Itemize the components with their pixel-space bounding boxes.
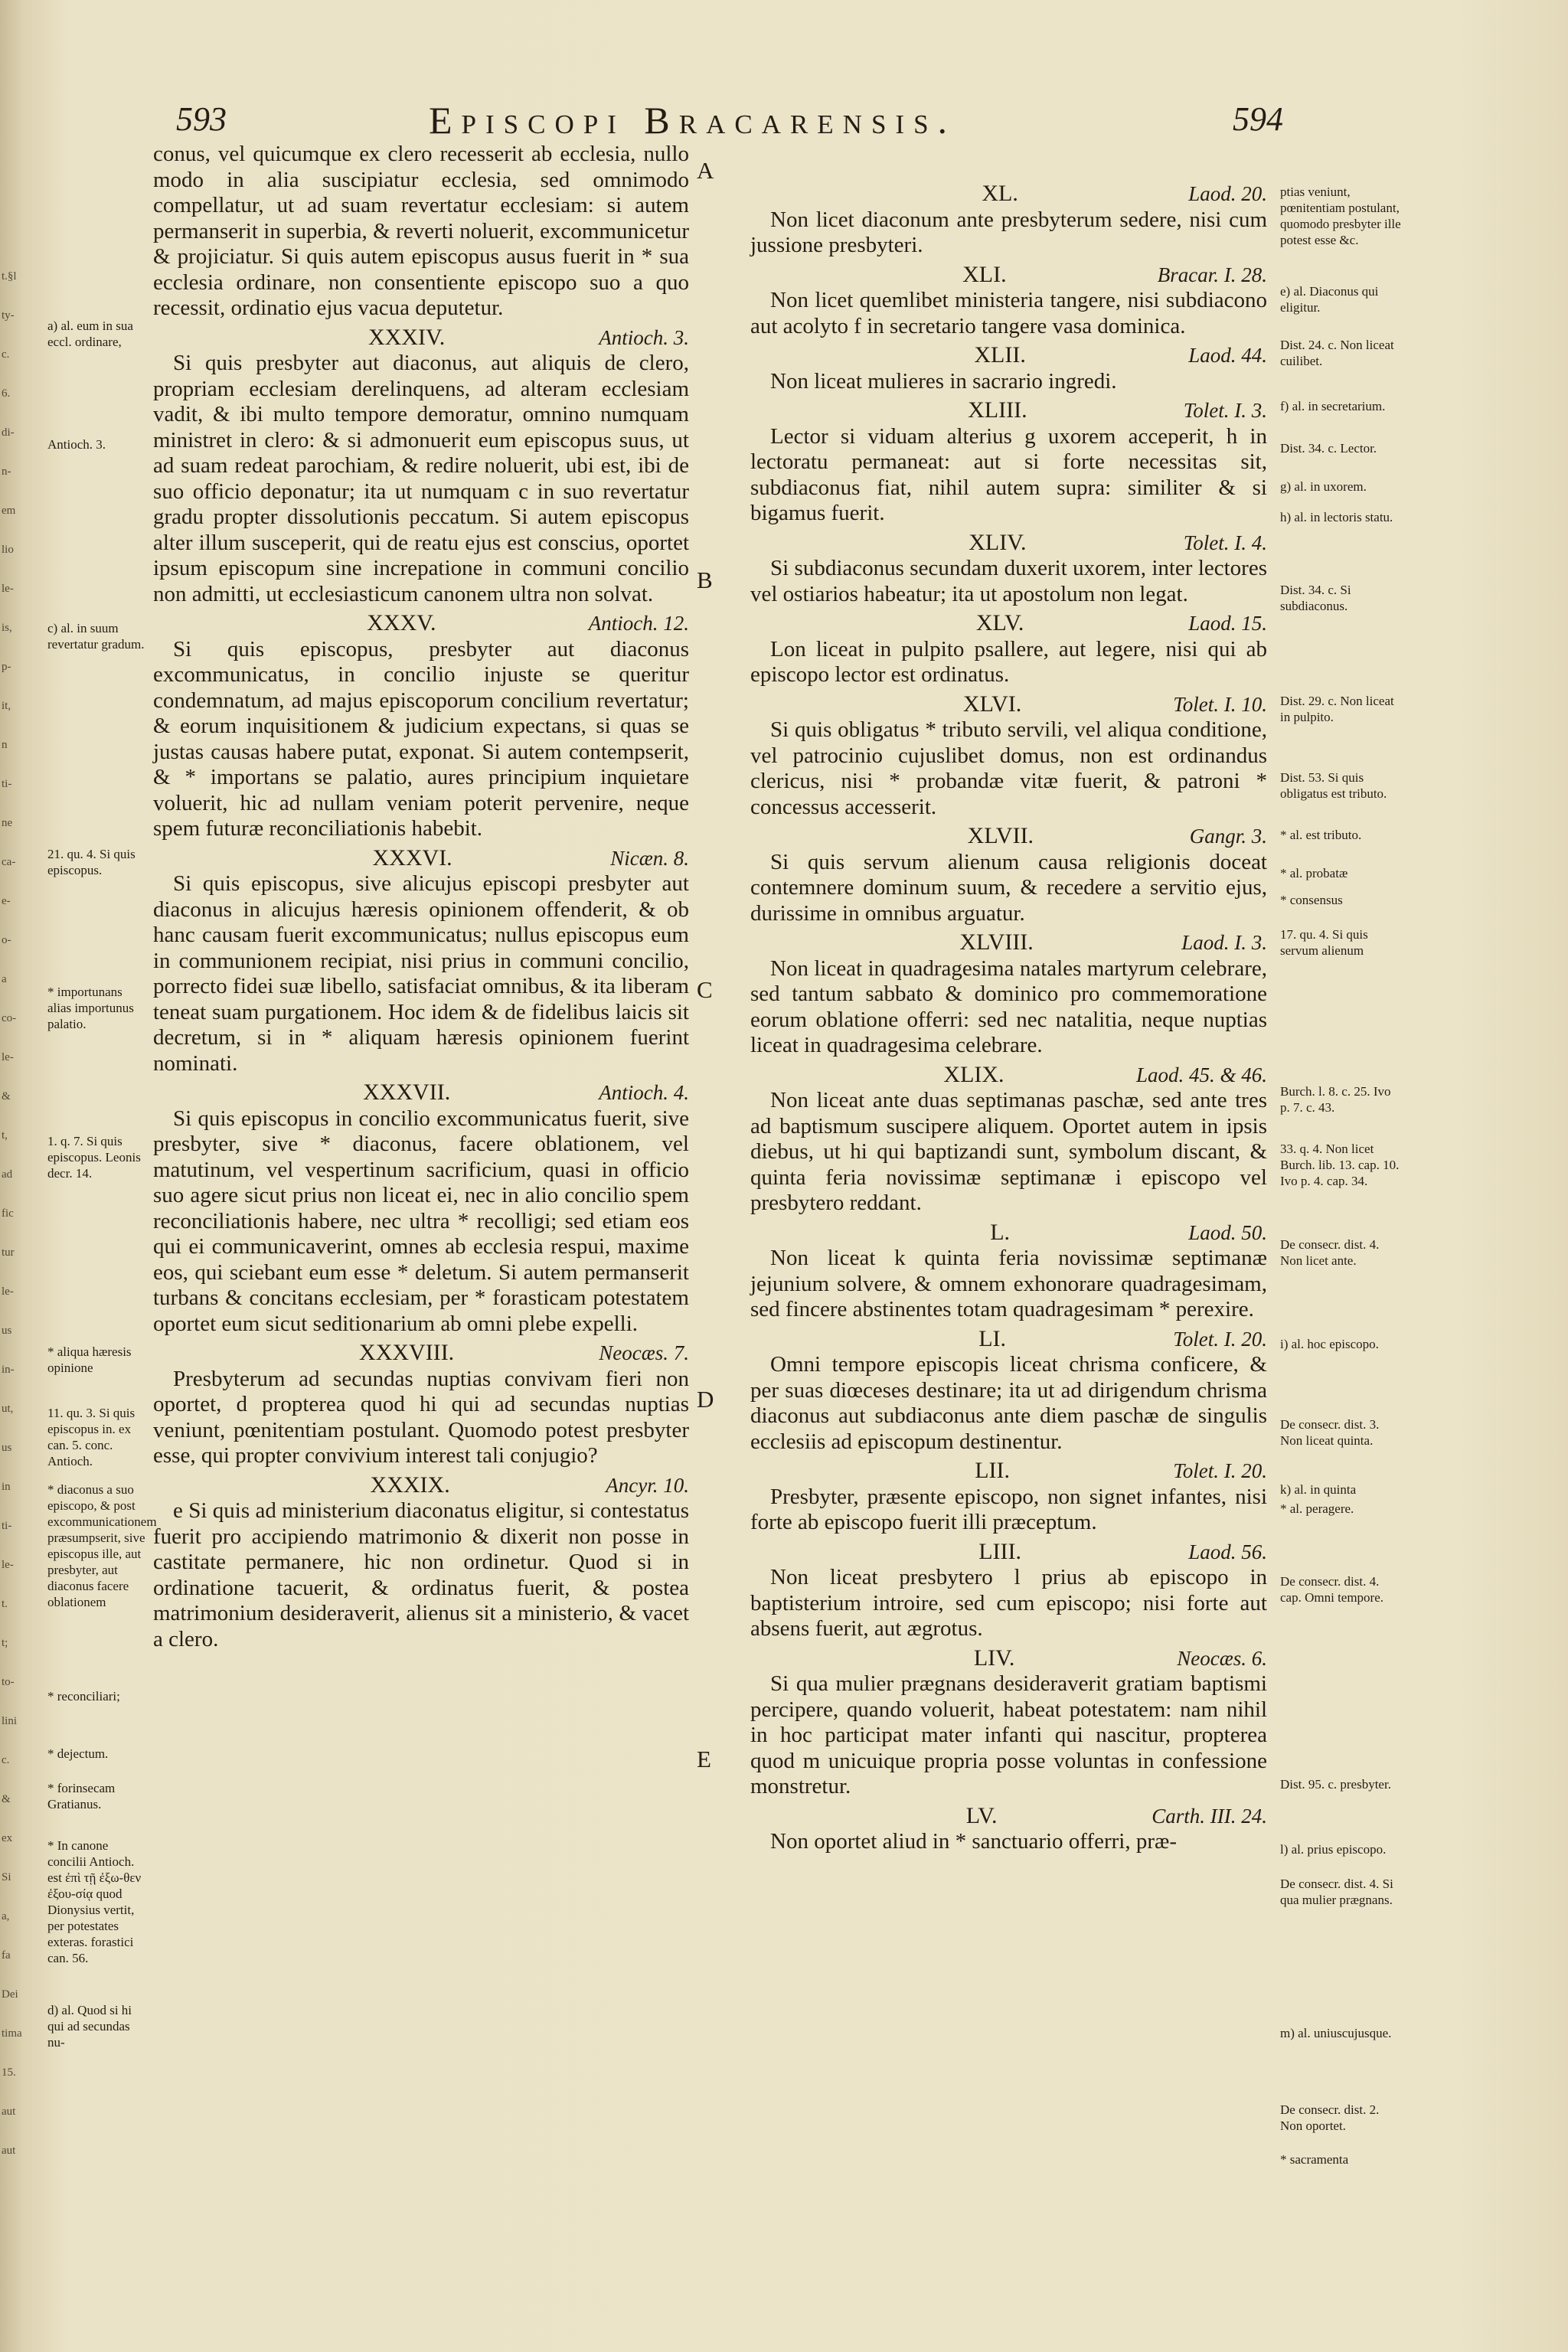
canon-source: Gangr. 3. (1189, 825, 1267, 848)
margin-note: l) al. prius episcopo. (1280, 1842, 1387, 1857)
margin-note: g) al. in uxorem. (1280, 479, 1367, 494)
right-column (750, 178, 1267, 1855)
canon-source: Tolet. I. 20. (1173, 1459, 1267, 1482)
canon-heading (750, 1062, 1267, 1089)
canon-number: LIV. (973, 1645, 1015, 1671)
canon-heading (153, 1472, 689, 1499)
margin-note: De consecr. dist. 3. Non liceat quinta. (1280, 1417, 1380, 1448)
canon-text: Non liceat in quadragesima natales martyrum celebrare, sed tantum sabbato & dominico pro commemoratione eorum oblatione offerri: sed nec natalitia, neque nuptias liceat in quadragesima celebrare. (750, 956, 1267, 1057)
canon-number: XXXVII. (363, 1080, 451, 1105)
canon-number: XLIII. (968, 397, 1027, 423)
bleed-fragment: le- (2, 1559, 14, 1571)
canon-source: Tolet. I. 4. (1183, 531, 1267, 554)
canon-heading (750, 397, 1267, 424)
section-letter: A (697, 157, 714, 184)
canon-heading (750, 1326, 1267, 1353)
margin-note: k) al. in quinta (1280, 1482, 1357, 1497)
bleed-fragment: t.§l (2, 270, 17, 283)
bleed-fragment: o- (2, 934, 11, 946)
margin-note: Dist. 95. c. presbyter. (1280, 1777, 1391, 1792)
canon-heading (750, 610, 1267, 637)
bleed-fragment: ca- (2, 856, 16, 868)
canon-source: Antioch. 3. (599, 325, 689, 349)
canon-number: LII. (975, 1458, 1011, 1483)
margin-note: m) al. uniuscujusque. (1280, 2026, 1392, 2040)
margin-note: * dejectum. (47, 1746, 109, 1761)
canon-source: Laod. 45. & 46. (1135, 1063, 1267, 1086)
margin-note: a) al. eum in sua eccl. ordinare, (47, 318, 133, 349)
margin-note: Dist. 24. c. Non liceat cuilibet. (1280, 338, 1394, 368)
margin-note: 11. qu. 3. Si quis episcopus in. ex can. 5. conc. Antioch. (47, 1406, 136, 1468)
canon-number: XL. (982, 181, 1018, 206)
bleed-fragment: n (2, 739, 8, 751)
canon-number: XXXIX. (370, 1472, 450, 1498)
canon-text: Si quis obligatus * tributo servili, vel aliqua conditione, vel patrocinio cujuslibet domus, non est ordinandus clericus, nisi * probandæ vitæ fuerit, & patroni * concessus accesserit. (750, 717, 1267, 819)
canon-number: XLIV. (969, 529, 1027, 555)
bleed-fragment: tur (2, 1246, 15, 1259)
canon-heading (153, 1080, 689, 1106)
running-title: Episcopi Bracarensis. (429, 99, 957, 142)
margin-note: De consecr. dist. 4. Si qua mulier prægnans. (1280, 1877, 1393, 1907)
margin-note: * al. peragere. (1280, 1501, 1354, 1516)
bleed-fragment: ad (2, 1168, 13, 1181)
canon-number: XXXIV. (368, 324, 446, 350)
bleed-fragment: aut (2, 2145, 16, 2157)
canon-number: LI. (978, 1325, 1007, 1351)
bleed-fragment: ti- (2, 1520, 12, 1532)
margin-note: d) al. Quod si hi qui ad secundas nu- (47, 2003, 132, 2050)
bleed-fragment: ty- (2, 309, 15, 322)
canon-heading (153, 610, 689, 637)
canon-number: XLVII. (967, 823, 1034, 848)
margin-note: i) al. hoc episcopo. (1280, 1337, 1379, 1351)
canon-heading (153, 845, 689, 872)
canon-source: Laod. I. 3. (1181, 931, 1267, 954)
margin-note: Dist. 34. c. Lector. (1280, 441, 1377, 456)
margin-note: h) al. in lectoris statu. (1280, 510, 1393, 524)
facing-page-edge-text (2, 268, 24, 2181)
canon-source: Antioch. 4. (599, 1081, 689, 1104)
margin-note: De consecr. dist. 4. Non licet ante. (1280, 1237, 1380, 1268)
canon-heading (750, 691, 1267, 718)
canon-text: Omni tempore episcopis liceat chrisma conficere, & per suas diœceses destinare; ita ut ad dirigendum chrisma diaconus aut subdiaconus ante diem paschæ de singulis ecclesiis ad episcopum destinentur. (750, 1352, 1267, 1454)
left-column (153, 142, 689, 1652)
canon-text: Lon liceat in pulpito psallere, aut legere, nisi qui ab episcopo lector est ordinatus. (750, 636, 1267, 687)
canon-text: Si quis servum alienum causa religionis doceat contemnere dominum suum, & recedere a servitio ejus, durissime in omnibus arguatur. (750, 849, 1267, 926)
bleed-fragment: ne (2, 817, 13, 829)
canon-heading (750, 1539, 1267, 1566)
canon-source: Neocæs. 6. (1177, 1646, 1267, 1670)
canon-heading (750, 262, 1267, 289)
bleed-fragment: us (2, 1442, 12, 1454)
bleed-fragment: em (2, 505, 16, 517)
bleed-fragment: le- (2, 1051, 14, 1063)
bleed-fragment: 15. (2, 2066, 16, 2079)
bleed-fragment: Si (2, 1871, 11, 1883)
bleed-fragment: it, (2, 700, 11, 712)
canon-heading (750, 181, 1267, 207)
bleed-fragment: co- (2, 1012, 17, 1024)
canon-source: Tolet. I. 10. (1173, 692, 1267, 716)
margin-note: 1. q. 7. Si quis episcopus. Leonis decr. 14. (47, 1134, 141, 1181)
canon-number: XLI. (962, 261, 1007, 287)
margin-note: ptias veniunt, pœnitentiam postulant, quomodo presbyter ille potest esse &c. (1280, 185, 1401, 247)
margin-note: c) al. in suum revertatur gradum. (47, 621, 145, 652)
canon-text: Si quis episcopus, sive alicujus episcopi presbyter aut diaconus in alicujus hæresis opinionem offenderit, & ob hanc causam fuerit excommunicatus; nullus episcopus eum in communionem recipiat, nisi prius in communi concilio, porrecto fidei suæ libello, satisfaciat omnibus, & ita liberam teneat suam purgationem. Hoc idem & de fidelibus laicis sit decretum, si in * aliquam hæresis opinionem fuerint nominati. (153, 871, 689, 1076)
canon-heading (750, 1803, 1267, 1830)
margin-note: De consecr. dist. 4. cap. Omni tempore. (1280, 1574, 1384, 1605)
bleed-fragment: fa (2, 1949, 11, 1962)
canon-heading (750, 1458, 1267, 1485)
margin-note: 17. qu. 4. Si quis servum alienum (1280, 927, 1368, 958)
bleed-fragment: fic (2, 1207, 14, 1220)
canon-text: Si quis episcopus, presbyter aut diaconus excommunicatus, in concilio injuste se queritur condemnatum, ad majus episcoporum concilium revertatur; & eorum inquisitionem & judicium expectans, si quas se justas causas habere putat, exponat. Si autem contempserit, & * importans se palatio, aures principium inquietare voluerit, hic ad nullam veniam poterit pervenire, neque spem futuræ reconciliationis habebit. (153, 636, 689, 841)
margin-note: Dist. 53. Si quis obligatus est tributo. (1280, 770, 1387, 801)
canon-heading (750, 1645, 1267, 1672)
margin-note: Antioch. 3. (47, 437, 106, 452)
page-number-left: 593 (176, 100, 227, 138)
margin-note: f) al. in secretarium. (1280, 399, 1386, 413)
canon-source: Tolet. I. 20. (1173, 1327, 1267, 1351)
bleed-fragment: ut, (2, 1403, 14, 1415)
bleed-fragment: n- (2, 466, 11, 478)
bleed-fragment: t. (2, 1598, 8, 1610)
canon-number: XXXVI. (372, 844, 452, 871)
bleed-fragment: lio (2, 544, 14, 556)
margin-note: * importunans alias importunus palatio. (47, 985, 134, 1031)
canon-text: Si qua mulier prægnans desideraverit gratiam baptismi percipere, quando voluerit, habeat potestatem: nam nihil in hoc participat mater infanti qui nascitur, propterea quod m unicuique propria posse voluntas in confessione monstretur. (750, 1671, 1267, 1798)
page-number-right: 594 (1233, 100, 1283, 138)
margin-note: * al. est tributo. (1280, 828, 1362, 842)
canon-heading (750, 342, 1267, 369)
bleed-fragment: t; (2, 1637, 8, 1649)
bleed-fragment: e- (2, 895, 11, 907)
canon-source: Laod. 44. (1188, 344, 1267, 367)
margin-note: Dist. 29. c. Non liceat in pulpito. (1280, 694, 1394, 724)
canon-source: Ancyr. 10. (606, 1473, 689, 1497)
section-letter: D (697, 1386, 714, 1413)
margin-note: * In canone concilii Antioch. est ἐπὶ τῇ ἐξω-θεν ἐξου-σίᾳ quod Dionysius vertit, per potestates exteras. forastici can. 56. (47, 1838, 142, 1965)
section-letter: C (697, 976, 713, 1003)
margin-note: De consecr. dist. 2. Non oportet. (1280, 2102, 1380, 2133)
canon-source: Laod. 20. (1188, 182, 1267, 205)
canon-text: Si quis presbyter aut diaconus, aut aliquis de clero, propriam ecclesiam derelinquens, ad alteram ecclesiam vadit, & ibi multo tempore demoratur, omnino numquam ministret in clero: & si admonuerit eum episcopus suus, ut ad suam redeat parochiam, & redire noluerit, ubi est, ibi de suo officio deponatur; ita ut numquam c in suo revertatur gradu propter dissolutionis peccatum. Si autem episcopus alter illum susceperit, qui de reatu ejus est conscius, oportet ipsum episcopum sine increpatione in communi concilio non admitti, ut ecclesiasticum canonem ultra non solvat. (153, 351, 689, 606)
canon-heading (153, 1340, 689, 1367)
canon-text: Non liceat k quinta feria novissimæ septimanæ jejunium solvere, & omnem exhonorare quadragesimam, sed fincere abstinentes totam quadragesimam * perexire. (750, 1246, 1267, 1321)
margin-note: * aliqua hæresis opinione (47, 1344, 132, 1375)
bleed-fragment: us (2, 1325, 12, 1337)
canon-source: Antioch. 12. (588, 612, 689, 635)
canon-text: Si quis episcopus in concilio excommunicatus fuerit, sive presbyter, sive * diaconus, facere oblationem, vel matutinum, vel vespertinum sacrificium, quasi in officio suo agere sicut prius non liceat ei, nec in alio concilio spem reconciliationis habere, nec ultra * recolligi; sed etiam eos qui ei communicaverint, omnes ab ecclesia respui, maxime eos, qui sciebant eum esse * deletum. Si autem permanserit turbans & concitans ecclesiam, per * forasticam potestatem oportet eum sicut seditionarium ab omni plebe expelli. (153, 1106, 689, 1336)
canon-source: Laod. 15. (1188, 612, 1267, 635)
canon-source: Neocæs. 7. (599, 1341, 689, 1364)
canon-heading (750, 823, 1267, 850)
canon-text: Non licet quemlibet ministeria tangere, nisi subdiacono aut acolyto f in secretario tangere vasa dominica. (750, 288, 1267, 338)
canon-text: conus, vel quicumque ex clero recesserit ab ecclesia, nullo modo in alia suscipiatur ecclesia, sed omnimodo compellatur, ut ad suam revertatur ecclesiam: si autem permanserit in superbia, & reverti noluerit, excommunicetur & projiciatur. Si quis autem episcopus ausus fuerit in * sua ecclesia ordinare, non consentiente episcopo suo a quo recessit, ordinatio ejus vacua deputetur. (153, 142, 689, 320)
bleed-fragment: a (2, 973, 7, 985)
bleed-fragment: tima (2, 2027, 22, 2040)
bleed-fragment: le- (2, 1285, 14, 1298)
bleed-fragment: p- (2, 661, 11, 673)
margin-note: * forinsecam Gratianus. (47, 1781, 116, 1811)
canon-text: Non liceat presbytero l prius ab episcopo in baptisterium introire, sed cum episcopo; nisi forte aut absens fuerit, aut ægrotus. (750, 1565, 1267, 1641)
bleed-fragment: in (2, 1481, 11, 1493)
canon-number: XLV. (975, 610, 1024, 635)
margin-note: * diaconus a suo episcopo, & post excommunicationem præsumpserit, sive episcopus ille, aut presbyter, aut diaconus facere oblationem (47, 1482, 157, 1609)
bleed-fragment: t, (2, 1129, 8, 1142)
canon-text: Lector si viduam alterius g uxorem acceperit, h in lectoratu permaneat: aut si forte necessitas sit, subdiaconus fiat, nihil autem supra: similiter & si bigamus fuerit. (750, 423, 1267, 525)
canon-number: XXXVIII. (359, 1340, 455, 1365)
canon-source: Laod. 50. (1188, 1220, 1267, 1244)
bleed-fragment: le- (2, 583, 14, 595)
canon-heading (153, 325, 689, 351)
canon-number: XLIX. (943, 1061, 1004, 1087)
canon-text: Presbyterum ad secundas nuptias convivam fieri non oportet, d propterea quod hi qui ad secundas nuptias veniunt, pœnitentiam postulant. Quomodo potest presbyter esse, qui propter convivium interest tali conjugio? (153, 1366, 689, 1468)
bleed-fragment: a, (2, 1910, 10, 1922)
canon-heading (750, 929, 1267, 956)
bleed-fragment: 6. (2, 387, 11, 400)
canon-number: XLVIII. (959, 929, 1034, 955)
canon-text: Non liceat mulieres in sacrario ingredi. (770, 368, 1117, 394)
bleed-fragment: to- (2, 1676, 15, 1688)
canon-number: LIII. (978, 1538, 1021, 1564)
margin-note: * consensus (1280, 893, 1343, 907)
bleed-fragment: di- (2, 426, 15, 439)
canon-number: XLVI. (962, 691, 1022, 717)
canon-source: Tolet. I. 3. (1183, 399, 1267, 422)
canon-number: XXXV. (367, 610, 436, 635)
margin-note: * al. probatæ (1280, 866, 1348, 880)
canon-text: Non oportet aliud in * sanctuario offerri, præ- (770, 1829, 1177, 1854)
bleed-fragment: ex (2, 1832, 13, 1844)
bleed-fragment: ti- (2, 778, 12, 790)
canon-heading (750, 1220, 1267, 1246)
margin-note: 33. q. 4. Non licet Burch. lib. 13. cap. 10. Ivo p. 4. cap. 34. (1280, 1142, 1400, 1188)
margin-note: * sacramenta (1280, 2152, 1349, 2167)
margin-note: 21. qu. 4. Si quis episcopus. (47, 847, 136, 877)
margin-note: Burch. l. 8. c. 25. Ivo p. 7. c. 43. (1280, 1084, 1391, 1115)
bleed-fragment: c. (2, 1754, 10, 1766)
bleed-fragment: Dei (2, 1988, 18, 2001)
bleed-fragment: c. (2, 348, 10, 361)
margin-note: Dist. 34. c. Si subdiaconus. (1280, 583, 1351, 613)
margin-note: * reconciliari; (47, 1689, 120, 1704)
canon-text: e Si quis ad ministerium diaconatus eligitur, si contestatus fuerit pro accipiendo matrimonio & dixerit non posse in castitate permanere, hic non ordinetur. Quod si in ordinatione tacuerit, & ordinatus fuerit, & postea matrimonium desideraverit, alienus sit a ministerio, & vacet a clero. (153, 1498, 689, 1651)
bleed-fragment: in- (2, 1364, 15, 1376)
canon-number: XLII. (974, 342, 1026, 368)
bleed-fragment: & (2, 1793, 11, 1805)
bleed-fragment: is, (2, 622, 12, 634)
section-letter: E (697, 1746, 711, 1772)
margin-note: e) al. Diaconus qui eligitur. (1280, 284, 1379, 315)
canon-text: Presbyter, præsente episcopo, non signet infantes, nisi forte ab episcopo fuerit illi præceptum. (750, 1484, 1267, 1534)
bleed-fragment: & (2, 1090, 11, 1102)
canon-source: Bracar. I. 28. (1157, 263, 1267, 286)
canon-source: Carth. III. 24. (1152, 1804, 1267, 1828)
bleed-fragment: aut (2, 2105, 16, 2118)
canon-text: Non liceat ante duas septimanas paschæ, sed ante tres ad baptismum suscipere aliquem. Oportet autem in ipsis diebus, ut hi qui baptizandi sunt, symbolum discant, & quinta feria novissimæ septimanæ i episcopo vel presbytero reddant. (750, 1088, 1267, 1215)
canon-text: Si subdiaconus secundam duxerit uxorem, inter lectores vel ostiarios habeatur; ita ut apostolum non legat. (750, 556, 1267, 606)
canon-source: Nicæn. 8. (610, 846, 689, 870)
canon-number: LV. (965, 1802, 998, 1828)
canon-text: Non licet diaconum ante presbyterum sedere, nisi cum jussione presbyteri. (750, 207, 1267, 257)
bleed-fragment: lini (2, 1715, 18, 1727)
canon-heading (750, 530, 1267, 557)
canon-number: L. (990, 1219, 1011, 1245)
canon-source: Laod. 56. (1188, 1540, 1267, 1563)
section-letter: B (697, 567, 713, 593)
